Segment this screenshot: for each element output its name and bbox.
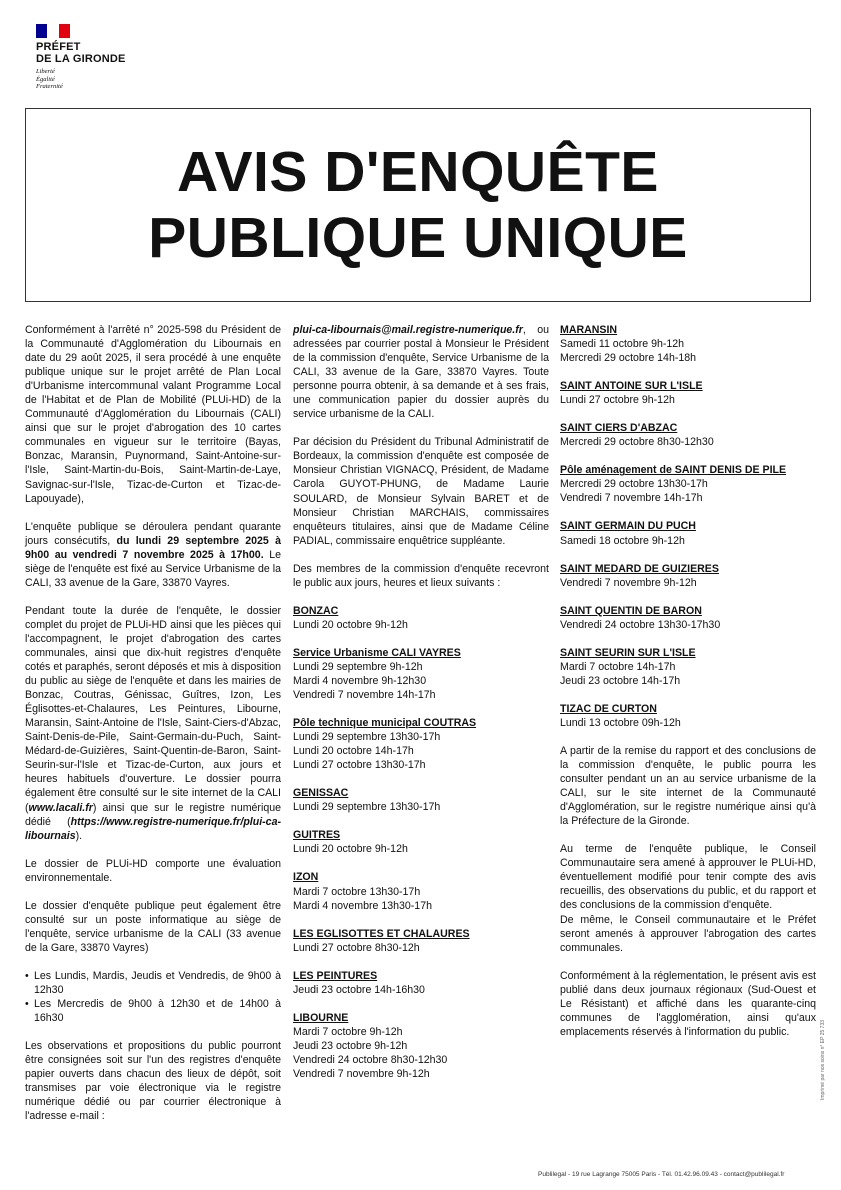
location-heading: Pôle technique municipal COUTRAS xyxy=(293,717,477,730)
observations-paragraph: Les observations et propositions du public pourront être consignées soit sur l'un des registres d'enquête papier ouverts dans chacun des lieux de dépôt, soit transmises par voie électronique via le registre numérique dédié ou par courrier électronique à l'adresse e-mail : xyxy=(25,1040,281,1123)
location-block xyxy=(560,323,816,365)
location-block xyxy=(293,646,549,702)
location-block xyxy=(293,969,549,997)
schedule-list xyxy=(293,604,549,1081)
location-heading: IZON xyxy=(293,871,319,884)
location-date: Mardi 7 octobre 13h30-17h xyxy=(293,885,421,898)
location-heading: GUITRES xyxy=(293,829,341,842)
location-heading: MARANSIN xyxy=(560,324,618,336)
email-paragraph-text: , ou adressées par courrier postal à Monsieur le Président de la commission d'enquête, Service Urbanisme de la CALI, 33 avenue de la Gare, 33870 Vayres. Toute personne pourra obtenir, à sa demande et à ses frais, une communication papier du dossier auprès du service urbanisme de la CALI. xyxy=(293,324,549,421)
location-date: Vendredi 7 novembre 14h-17h xyxy=(560,492,703,505)
location-block xyxy=(293,1011,549,1081)
location-block xyxy=(560,562,816,590)
cali-website-link[interactable]: www.lacali.fr xyxy=(28,801,93,814)
location-date: Vendredi 7 novembre 9h-12h xyxy=(560,576,697,589)
motto-egalite: Égalité xyxy=(36,75,55,83)
seat-text: Le siège de l'enquête est fixé au Service Urbanisme de la CALI, 33 avenue de la Gare, 33870 Vayres. xyxy=(25,548,281,589)
location-block xyxy=(293,786,549,814)
motto-liberte: Liberté xyxy=(36,68,55,75)
location-date: Mardi 7 octobre 14h-17h xyxy=(560,660,676,673)
location-date: Vendredi 7 novembre 9h-12h xyxy=(293,1067,430,1080)
schedule-intro: Des membres de la commission d'enquête recevront le public aux jours, heures et lieux suivants : xyxy=(293,562,549,589)
location-block xyxy=(560,646,816,688)
location-heading: TIZAC DE CURTON xyxy=(560,702,657,715)
location-heading: LES EGLISOTTES ET CHALAURES xyxy=(293,927,470,940)
location-heading: SAINT GERMAIN DU PUCH xyxy=(560,520,696,533)
location-date: Lundi 27 octobre 13h30-17h xyxy=(293,759,426,772)
location-date: Vendredi 24 octobre 8h30-12h30 xyxy=(293,1053,448,1066)
french-flag-icon xyxy=(36,24,70,38)
title-line2: PUBLIQUE UNIQUE xyxy=(148,206,688,270)
location-date: Lundi 27 octobre 8h30-12h xyxy=(293,941,420,954)
report-paragraph: A partir de la remise du rapport et des conclusions de la commission d'enquête, le public pourra les consulter pendant un an au service urbanisme de la CALI, sur le site internet de la Communauté d'Agglomération, sur le registre numérique ainsi qu'à la Préfecture de la Gironde. xyxy=(560,744,816,828)
list-item: • Les Lundis, Mardis, Jeudis et Vendredis, de 9h00 à 12h30 xyxy=(25,969,281,997)
location-block xyxy=(560,604,816,632)
location-date: Samedi 18 octobre 9h-12h xyxy=(560,534,685,547)
email-link[interactable]: plui-ca-libournais@mail.registre-numerique.fr xyxy=(293,324,523,336)
prefecture-logo xyxy=(36,24,126,91)
location-date: Lundi 20 octobre 14h-17h xyxy=(293,745,414,758)
column-2 xyxy=(293,323,549,1095)
location-date: Mercredi 29 octobre 8h30-12h30 xyxy=(560,436,714,449)
location-heading: SAINT QUENTIN DE BARON xyxy=(560,604,702,617)
location-date: Lundi 29 septembre 9h-12h xyxy=(293,660,423,673)
print-reference: Imprimé par nos soins n° EP 25 733 xyxy=(820,1019,826,1100)
duration-paragraph xyxy=(25,520,281,590)
deposit-text-2: ) ainsi que sur le registre numérique dédié ( xyxy=(25,801,281,828)
location-block xyxy=(293,828,549,856)
location-block xyxy=(293,870,549,912)
email-paragraph xyxy=(293,323,549,421)
location-heading: GENISSAC xyxy=(293,787,349,800)
location-block xyxy=(293,927,549,955)
location-heading: LIBOURNE xyxy=(293,1011,349,1024)
location-heading: LES PEINTURES xyxy=(293,969,378,982)
location-date: Mercredi 29 octobre 14h-18h xyxy=(560,352,697,365)
brand-line1: PRÉFET xyxy=(36,41,81,53)
location-date: Mardi 7 octobre 9h-12h xyxy=(293,1025,403,1038)
location-date: Lundi 27 octobre 9h-12h xyxy=(560,394,675,407)
opening-hours-list xyxy=(25,969,281,1025)
registry-link[interactable]: https://www.registre-numerique.fr/plui-ca-libournais xyxy=(25,815,281,842)
deposit-text-3: ). xyxy=(75,829,83,842)
commission-paragraph: Par décision du Président du Tribunal Administratif de Bordeaux, la commission d'enquête est composée de Monsieur Christian VIGNACQ, Président, de Madame Carola GUYOT-PHUNG, de Madame Laurie SOULARD, de Monsieur Sylvain BARET et de Monsieur Christian MARCHAIS, commissaires enquêteurs titulaires, ainsi que de Madame Céline PADIAL, commissaire enquêtrice suppléante. xyxy=(293,436,549,547)
location-date: Lundi 29 septembre 13h30-17h xyxy=(293,801,441,814)
location-heading: SAINT MEDARD DE GUIZIERES xyxy=(560,562,719,575)
location-block xyxy=(293,604,549,632)
location-heading: Service Urbanisme CALI VAYRES xyxy=(293,646,461,659)
computer-access-paragraph: Le dossier d'enquête publique peut également être consulté sur un poste informatique au siège de l'enquête, service urbanisme de la CALI (33 avenue de la Gare, 33870 Vayres) xyxy=(25,899,281,954)
schedule-list xyxy=(560,323,816,730)
decree-paragraph: Conformément à l'arrêté n° 2025-598 du Président de la Communauté d'Agglomération du Libournais en date du 29 août 2025, il sera procédé à une enquête publique unique sur le projet arrêté de Plan Local d'Urbanisme intercommunal valant Programme Local de l'Habitat et de Plan de Mobilité (PLUi-HD) de la Communauté d'Agglomération du Libournais (CALI) ainsi que sur le projet d'abrogation des 10 cartes communales en vigueur sur le territoire (Bayas, Bonzac, Maransin, Puynormand, Saint-Antoine-sur-l'Isle, Saint-Martin-du-Bois, Saint-Martin-de-Laye, Savignac-sur-l'Isle, Tizac-de-Curton et Tizac-de-Lapouyade), xyxy=(25,324,281,505)
column-1 xyxy=(25,323,281,1137)
location-date: Lundi 13 octobre 09h-12h xyxy=(560,716,681,729)
location-date: Samedi 11 octobre 9h-12h xyxy=(560,338,685,351)
location-block xyxy=(560,463,816,505)
location-block xyxy=(560,702,816,730)
location-block xyxy=(293,716,549,772)
location-date: Lundi 29 septembre 13h30-17h xyxy=(293,731,441,744)
location-block xyxy=(560,519,816,547)
location-date: Lundi 20 octobre 9h-12h xyxy=(293,618,408,631)
location-date: Jeudi 23 octobre 14h-17h xyxy=(560,674,681,687)
title-box xyxy=(25,108,811,302)
publication-paragraph: Conformément à la réglementation, le présent avis est publié dans deux journaux régionaux (Sud-Ouest et Le Résistant) et affiché dans les quarante-cinq communes de l'agglomération, ainsi qu'aux emplacements réservés à l'information du public. xyxy=(560,969,816,1038)
duration-text: L'enquête publique se déroulera pendant quarante jours consécutifs, xyxy=(25,520,281,547)
list-item: • Les Mercredis de 9h00 à 12h30 et de 14h00 à 16h30 xyxy=(25,997,281,1025)
motto-fraternite: Fraternité xyxy=(36,83,63,90)
location-date: Mercredi 29 octobre 13h30-17h xyxy=(560,478,708,491)
location-heading: SAINT ANTOINE SUR L'ISLE xyxy=(560,380,703,393)
location-block xyxy=(560,421,816,449)
title-line1: AVIS D'ENQUÊTE xyxy=(177,140,659,204)
location-date: Mardi 4 novembre 9h-12h30 xyxy=(293,674,427,687)
brand-name xyxy=(36,41,126,65)
footer: Publilegal - 19 rue Lagrange 75005 Paris - Tél. 01.42.96.09.43 - contact@publilegal.fr xyxy=(538,1171,785,1178)
motto xyxy=(36,68,126,91)
location-heading: SAINT CIERS D'ABZAC xyxy=(560,422,678,435)
approval-paragraph: Au terme de l'enquête publique, le Conseil Communautaire sera amené à approuver le PLUi-HD, éventuellement modifié pour tenir compte des avis recueillis, des observations du public, et du rapport et des conclusions de la commission d'enquête. xyxy=(560,843,816,912)
abrogation-paragraph: De même, le Conseil communautaire et le Préfet seront amenés à approuver l'abrogation des cartes communales. xyxy=(560,913,816,954)
environment-paragraph: Le dossier de PLUi-HD comporte une évaluation environnementale. xyxy=(25,857,281,884)
location-date: Jeudi 23 octobre 14h-16h30 xyxy=(293,983,425,996)
location-heading: Pôle aménagement de SAINT DENIS DE PILE xyxy=(560,464,787,477)
location-date: Vendredi 24 octobre 13h30-17h30 xyxy=(560,618,721,631)
duration-dates: du lundi 29 septembre 2025 à 9h00 au vendredi 7 novembre 2025 à 17h00. xyxy=(25,534,281,561)
location-date: Mardi 4 novembre 13h30-17h xyxy=(293,899,432,912)
deposit-text: Pendant toute la durée de l'enquête, le dossier complet du projet de PLUi-HD ainsi que les pièces qui l'accompagnent, le projet d'abrogation des cartes communales, ainsi que dix-huit registres d'enquête cotés et paraphés, seront déposés et mis à disposition du public au siège de l'enquête et dans les mairies de Bonzac, Coutras, Génissac, Guîtres, Izon, Les Églisottes-et-Chalaures, Les Peintures, Libourne, Maransin, Saint-Antoine de l'Isle, Saint-Ciers-d'Abzac, Saint-Denis-de-Pile, Saint-Germain-du-Puch, Saint-Médard-de-Guizières, Saint-Quentin-de-Baron, Saint-Seurin-sur-l'Isle et Tizac-de-Curton, aux jours et heures habituels d'ouverture. Le dossier pourra également être consulté sur le site internet de la CALI ( xyxy=(25,604,281,814)
brand-line2: DE LA GIRONDE xyxy=(36,53,126,65)
location-date: Vendredi 7 novembre 14h-17h xyxy=(293,689,436,702)
deposit-paragraph xyxy=(25,604,281,843)
location-block xyxy=(560,379,816,407)
location-date: Jeudi 23 octobre 9h-12h xyxy=(293,1039,408,1052)
location-date: Lundi 20 octobre 9h-12h xyxy=(293,843,408,856)
column-3 xyxy=(560,323,816,1053)
location-heading: BONZAC xyxy=(293,604,339,617)
location-heading: SAINT SEURIN SUR L'ISLE xyxy=(560,646,696,659)
